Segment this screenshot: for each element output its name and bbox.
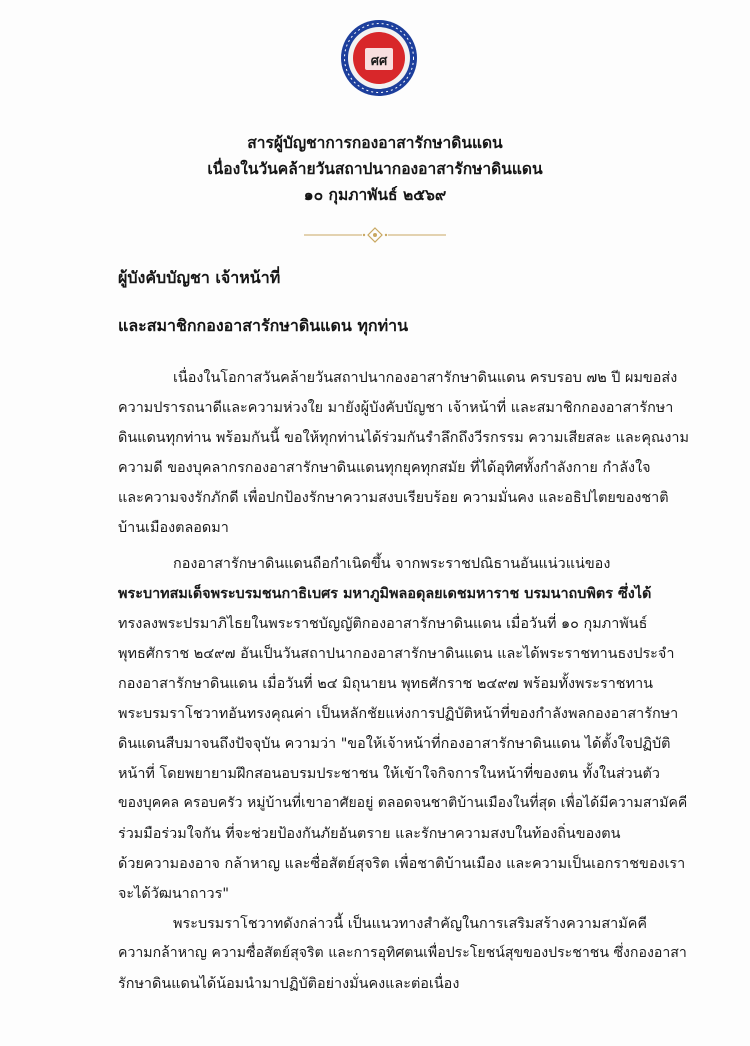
paragraph-2-line: พระบาทสมเด็จพระบรมชนกาธิเบศร มหาภูมิพลอดุลยเดชมหาราช บรมนาถบพิตร ซึ่งได้ — [118, 586, 652, 602]
title-line-1: สารผู้บัญชาการกองอาสารักษาดินแดน — [247, 134, 503, 152]
paragraph-2-line: ทรงลงพระปรมาภิไธยในพระราชบัญญัติกองอาสารักษาดินแดน เมื่อวันที่ ๑๐ กุมภาพันธ์ — [118, 616, 648, 632]
document-header — [0, 130, 750, 208]
paragraph-1-line: เนื่องในโอกาสวันคล้ายวันสถาปนากองอาสารักษาดินแดน ครบรอบ ๗๒ ปี ผมขอส่ง — [173, 370, 678, 386]
paragraph-2-line: พุทธศักราช ๒๔๙๗ อันเป็นวันสถาปนากองอาสารักษาดินแดน และได้พระราชทานธงประจำ — [118, 646, 675, 662]
paragraph-2-line: หน้าที่ โดยพยายามฝึกสอนอบรมประชาชน ให้เข้าใจกิจการในหน้าที่ของตน ทั้งในส่วนตัว — [118, 766, 660, 782]
paragraph-2-line: ร่วมมือร่วมใจกัน ที่จะช่วยป้องกันภัยอันตราย และรักษาความสงบในท้องถิ่นของตน — [118, 826, 621, 842]
salutation-line-2: และสมาชิกกองอาสารักษาดินแดน ทุกท่าน — [118, 316, 409, 335]
paragraph-2-line: ดินแดนสืบมาจนถึงปัจจุบัน ความว่า "ขอให้เจ้าหน้าที่กองอาสารักษาดินแดน ได้ตั้งใจปฏิบัติ — [118, 736, 671, 752]
ornament-divider — [300, 226, 450, 244]
paragraph-2-line: จะได้วัฒนาถาวร" — [118, 886, 229, 902]
paragraph-1-line: และความจงรักภักดี เพื่อปกป้องรักษาความสงบเรียบร้อย ความมั่นคง และอธิปไตยของชาติ — [118, 490, 669, 506]
paragraph-3-line: พระบรมราโชวาทดังกล่าวนี้ เป็นแนวทางสำคัญในการเสริมสร้างความสามัคคี — [173, 916, 647, 932]
emblem-icon — [339, 18, 419, 98]
paragraph-1-line: ดินแดนทุกท่าน พร้อมกันนี้ ขอให้ทุกท่านได้ร่วมกันรำลึกถึงวีรกรรม ความเสียสละ และคุณงาม — [118, 430, 689, 446]
paragraph-3-line: ความกล้าหาญ ความซื่อสัตย์สุจริต และการอุทิศตนเพื่อประโยชน์สุขของประชาชน ซึ่งกองอาสา — [118, 945, 687, 961]
paragraph-2-line: พระบรมราโชวาทอันทรงคุณค่า เป็นหลักชัยแห่งการปฏิบัติหน้าที่ของกำลังพลกองอาสารักษา — [118, 706, 679, 722]
paragraph-2-line: ของบุคคล ครอบครัว หมู่บ้านที่เขาอาศัยอยู่ ตลอดจนชาติบ้านเมืองในที่สุด เพื่อได้มีความสามัคคี — [118, 795, 688, 811]
paragraph-1-line: บ้านเมืองตลอดมา — [118, 520, 229, 536]
emblem-text: ศศ — [370, 54, 388, 69]
paragraph-1-line: ความปรารถนาดีและความห่วงใย มายังผู้บังคับบัญชา เจ้าหน้าที่ และสมาชิกกองอาสารักษา — [118, 400, 674, 416]
paragraph-2-line: กองอาสารักษาดินแดน เมื่อวันที่ ๒๔ มิถุนายน พุทธศักราช ๒๔๙๗ พร้อมทั้งพระราชทาน — [118, 676, 653, 692]
date-line: ๑๐ กุมภาพันธ์ ๒๕๖๙ — [303, 186, 447, 204]
paragraph-3-line: รักษาดินแดนได้น้อมนำมาปฏิบัติอย่างมั่นคงและต่อเนื่อง — [118, 976, 460, 992]
title-line-2: เนื่องในวันคล้ายวันสถาปนากองอาสารักษาดินแดน — [207, 160, 543, 178]
salutation-line-1: ผู้บังคับบัญชา เจ้าหน้าที่ — [118, 268, 281, 287]
paragraph-1-line: ความดี ของบุคลากรกองอาสารักษาดินแดนทุกยุคทุกสมัย ที่ได้อุทิศทั้งกำลังกาย กำลังใจ — [118, 460, 651, 476]
paragraph-2-line: ด้วยความองอาจ กล้าหาญ และซื่อสัตย์สุจริต เพื่อชาติบ้านเมือง และความเป็นเอกราชของเรา — [118, 856, 686, 872]
paragraph-2-line: กองอาสารักษาดินแดนถือกำเนิดขึ้น จากพระราชปณิธานอันแน่วแน่ของ — [173, 556, 611, 572]
